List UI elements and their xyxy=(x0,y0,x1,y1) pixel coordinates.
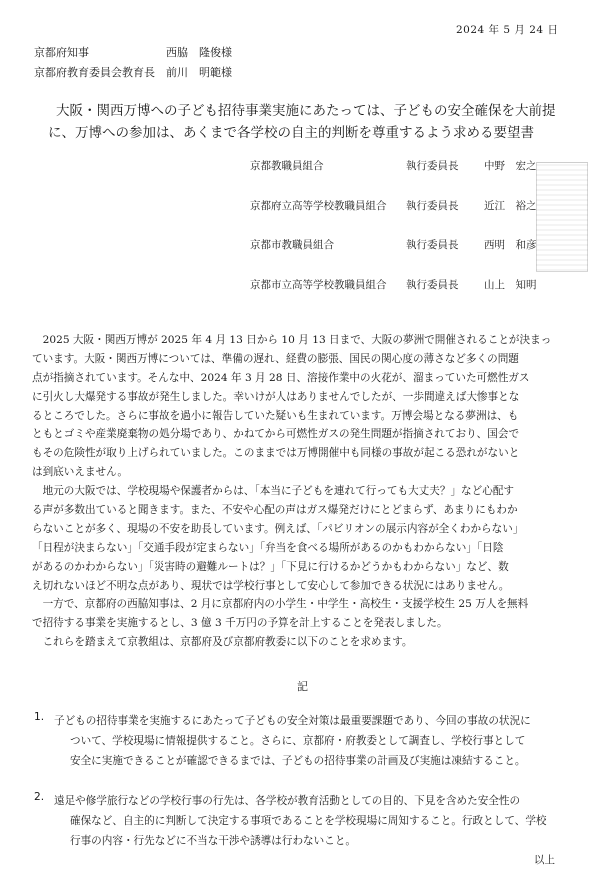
sender-role-1: 執行委員長 xyxy=(406,160,459,172)
sender-name-1: 中野 宏之 xyxy=(484,160,537,172)
body-line: 点が指摘されています。そんな中、2024 年 3 月 28 日、溶接作業中の火花が、溜まっていた可燃性ガス xyxy=(32,371,530,384)
item-line: 確保など、自主的に判断して決定する事項であることを学校現場に周知すること。行政として、学校 xyxy=(70,815,547,827)
body-line: で招待する事業を実施するとし、3 億 3 千万円の予算を計上することを発表しました。 xyxy=(32,617,448,630)
addressee-org-1: 京都府知事 xyxy=(34,46,89,59)
sender-role-2: 執行委員長 xyxy=(406,200,459,212)
sender-role-3: 執行委員長 xyxy=(406,239,459,251)
request-item-1 xyxy=(34,711,592,771)
body-line: は到底いえません。 xyxy=(32,466,128,479)
body-line: 一方で、京都府の西脇知事は、2 月に京都府内の小学生・中学生・高校生・支援学校生 25 万人を無料 xyxy=(32,598,529,611)
body-line: 地元の大阪では、学校現場や保護者からは、「本当に子どもを連れて行っても大丈夫？」など心配す xyxy=(32,485,515,498)
body-line: 2025 大阪・関西万博が 2025 年 4 月 13 日から 10 月 13 日まで、大阪の夢洲で開催されることが決まっ xyxy=(32,334,552,346)
body-line: に引火し大爆発する事故が発生しました。幸いけが人はありませんでしたが、一歩間違えば大惨事とな xyxy=(32,390,520,403)
body-line: え切れないほど不明な点があり、現状では学校行事として安心して参加できる状況にはありません。 xyxy=(32,579,510,592)
addressee-org-2: 京都府教育委員会教育長 xyxy=(34,66,155,79)
sender-name-4: 山上 知明 xyxy=(484,279,537,291)
sender-name-3: 西明 和彦 xyxy=(484,239,537,251)
sender-role-4: 執行委員長 xyxy=(406,279,459,291)
addressee-name-2: 前川 明範様 xyxy=(166,66,232,79)
body-line: る声が多数出ていると聞きます。また、不安や心配の声はガス爆発だけにとどまらず、あまりにもわか xyxy=(32,504,518,517)
item-line: 子どもの招待事業を実施するにあたって子どもの安全対策は最重要課題であり、今回の事故の状況に xyxy=(54,715,531,727)
body-paragraphs xyxy=(32,331,592,652)
document-date: 2024 年 5 月 24 日 xyxy=(456,24,559,36)
body-line: るところでした。さらに事故を過小に報告していた疑いも生まれています。万博会場となる夢洲は、も xyxy=(32,409,519,422)
addressee-name-1: 西脇 隆俊様 xyxy=(166,46,232,59)
item-line: 行事の内容・行先などに不当な干渉や誘導は行わないこと。 xyxy=(70,835,357,847)
item-number: 1. xyxy=(34,711,45,723)
body-line: があるのかわからない」「災害時の避難ルートは？」「下見に行けるかどうかもわからない」など、数 xyxy=(32,560,509,573)
seal-stamp xyxy=(536,162,588,272)
closing-ijo: 以上 xyxy=(534,854,555,866)
ki-heading: 記 xyxy=(297,680,308,693)
body-line: ています。大阪・関西万博については、準備の遅れ、経費の膨張、国民の関心度の薄さなど多くの問題 xyxy=(32,352,519,365)
sender-org-2: 京都府立高等学校教職員組合 xyxy=(250,200,387,212)
body-line: ともとゴミや産業廃棄物の処分場であり、かねてから可燃性ガスの発生問題が指摘されており、国会で xyxy=(32,428,520,441)
body-line: らないことが多く、現場の不安を助長しています。例えば、「パビリオンの展示内容が全くわからない」 xyxy=(32,522,524,535)
sender-org-1: 京都教職員組合 xyxy=(250,160,324,172)
document-title-line-1: 大阪・関西万博への子ども招待事業実施にあたっては、子どもの安全確保を大前提 xyxy=(56,103,556,119)
sender-org-3: 京都市教職員組合 xyxy=(250,239,334,251)
item-line: 遠足や修学旅行などの学校行事の行先は、各学校が教育活動としての目的、下見を含めた安全性の xyxy=(54,795,521,807)
body-line: もその危険性が取り上げられていました。このままでは万博開催中も同様の事故が起こる恐れがないと xyxy=(32,447,520,460)
document-title-line-2: に、万博への参加は、あくまで各学校の自主的判断を尊重するよう求める要望書 xyxy=(48,125,534,141)
body-line: これらを踏まえて京教組は、京都府及び京都府教委に以下のことを求めます。 xyxy=(32,636,413,649)
item-line: ついて、学校現場に情報提供すること。さらに、京都府・府教委として調査し、学校行事として xyxy=(70,735,526,747)
item-number: 2. xyxy=(34,791,45,803)
request-item-2 xyxy=(34,791,592,851)
sender-org-4: 京都市立高等学校教職員組合 xyxy=(250,279,387,291)
body-line: 「日程が決まらない」「交通手段が定まらない」「弁当を食べる場所があるのかもわからない」「日陰 xyxy=(32,541,504,554)
item-line: 安全に実施できることが確認できるまでは、子どもの招待事業の計画及び実施は凍結すること。 xyxy=(70,755,526,767)
sender-name-2: 近江 裕之 xyxy=(484,200,537,212)
